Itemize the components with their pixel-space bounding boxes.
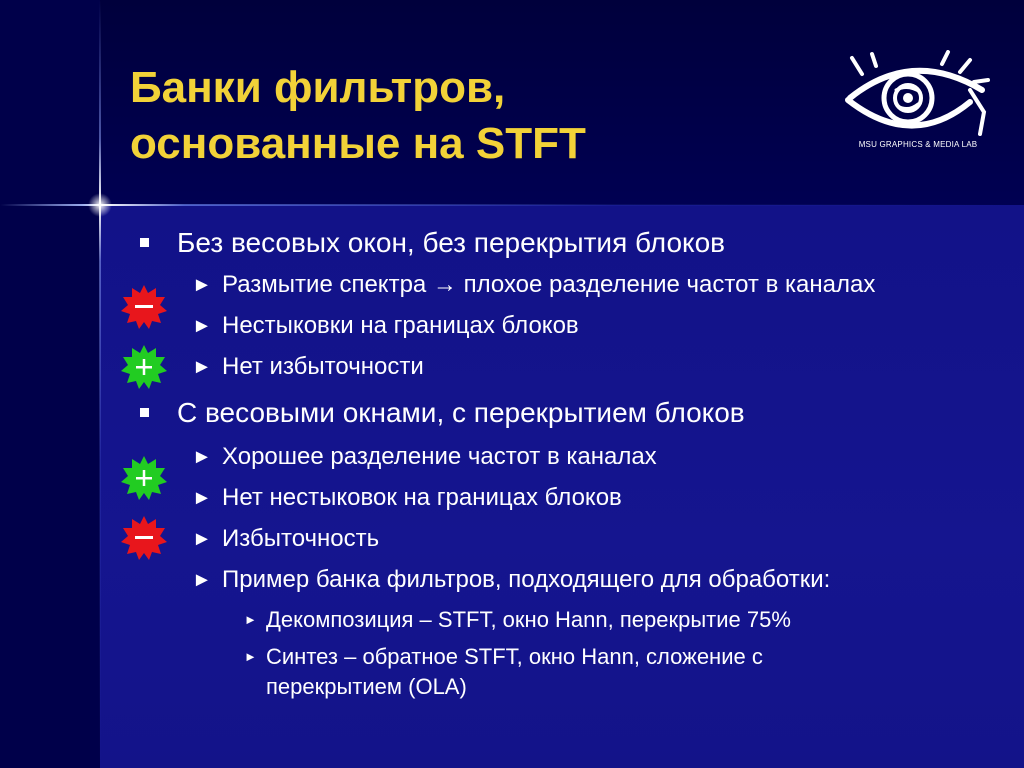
arrow-bullet-icon: ►: [192, 446, 212, 468]
vertical-divider: [99, 0, 101, 768]
small-arrow-bullet-icon: ►: [244, 649, 257, 664]
plus-badge-icon: [120, 454, 168, 502]
item-text: Нет нестыковок на границах блоков: [222, 484, 622, 511]
plus-badge-icon: [120, 343, 168, 391]
section-1-label: Без весовых окон, без перекрытия блоков: [177, 227, 726, 258]
sub-item-text: Синтез – обратное STFT, окно Hann, сложение с перекрытием (OLA): [266, 644, 763, 699]
left-band: [0, 0, 100, 768]
arrow-bullet-icon: ►: [192, 274, 212, 296]
minus-badge-icon: [120, 514, 168, 562]
item-text: Нет избыточности: [222, 353, 424, 380]
sub-item-text: Декомпозиция – STFT, окно Hann, перекрытие 75%: [266, 607, 791, 632]
slide-title: [130, 60, 790, 172]
logo-caption: MSU GRAPHICS & MEDIA LAB: [858, 140, 978, 149]
small-arrow-bullet-icon: ►: [244, 612, 257, 627]
square-bullet-icon: [140, 238, 149, 247]
item-text: Избыточность: [222, 525, 380, 552]
item-text: Нестыковки на границах блоков: [222, 312, 579, 339]
horizontal-divider: [0, 204, 1024, 206]
sparkle-decoration: [88, 193, 112, 217]
item-text: Хорошее разделение частот в каналах: [222, 443, 657, 470]
arrow-bullet-icon: ►: [192, 487, 212, 509]
title-line-2: основанные на STFT: [130, 119, 586, 168]
arrow-bullet-icon: ►: [192, 528, 212, 550]
item-text: Пример банка фильтров, подходящего для обработки:: [222, 566, 831, 593]
minus-badge-icon: [120, 283, 168, 331]
section-2-label: С весовыми окнами, с перекрытием блоков: [177, 397, 745, 428]
square-bullet-icon: [140, 408, 149, 417]
arrow-bullet-icon: ►: [192, 569, 212, 591]
item-text: Размытие спектра → плохое разделение частот в каналах: [222, 271, 876, 298]
arrow-bullet-icon: ►: [192, 315, 212, 337]
title-line-1: Банки фильтров,: [130, 63, 506, 112]
arrow-bullet-icon: ►: [192, 356, 212, 378]
